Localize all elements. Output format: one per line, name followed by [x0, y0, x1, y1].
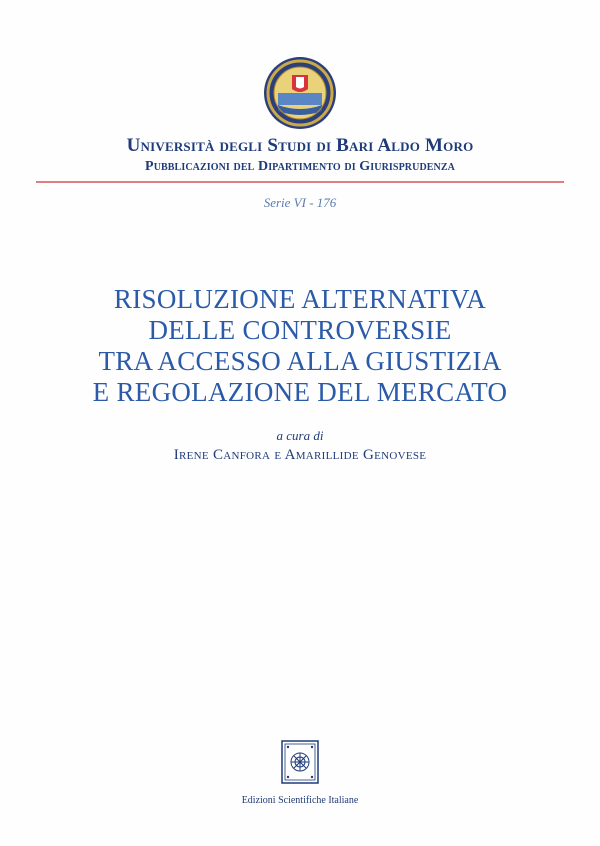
publisher-logo-icon [281, 740, 319, 784]
title-line: TRA ACCESSO ALLA GIUSTIZIA [98, 346, 502, 376]
university-seal-icon [262, 55, 338, 131]
title-line: E REGOLAZIONE DEL MERCATO [92, 377, 508, 407]
title-line: RISOLUZIONE ALTERNATIVA [113, 284, 487, 314]
title-line: DELLE CONTROVERSIE [148, 315, 452, 345]
divider [36, 181, 564, 183]
university-name: Università degli Studi di Bari Aldo Moro [126, 135, 474, 156]
editors-names: Irene Canfora e Amarillide Genovese [173, 447, 427, 463]
series-number: Serie VI - 176 [263, 195, 337, 210]
editors-intro: a cura di [276, 428, 324, 443]
book-title [0, 284, 600, 408]
publisher-name: Edizioni Scientifiche Italiane [241, 795, 359, 806]
department-name: Pubblicazioni del Dipartimento di Giurisprudenza [145, 159, 455, 174]
